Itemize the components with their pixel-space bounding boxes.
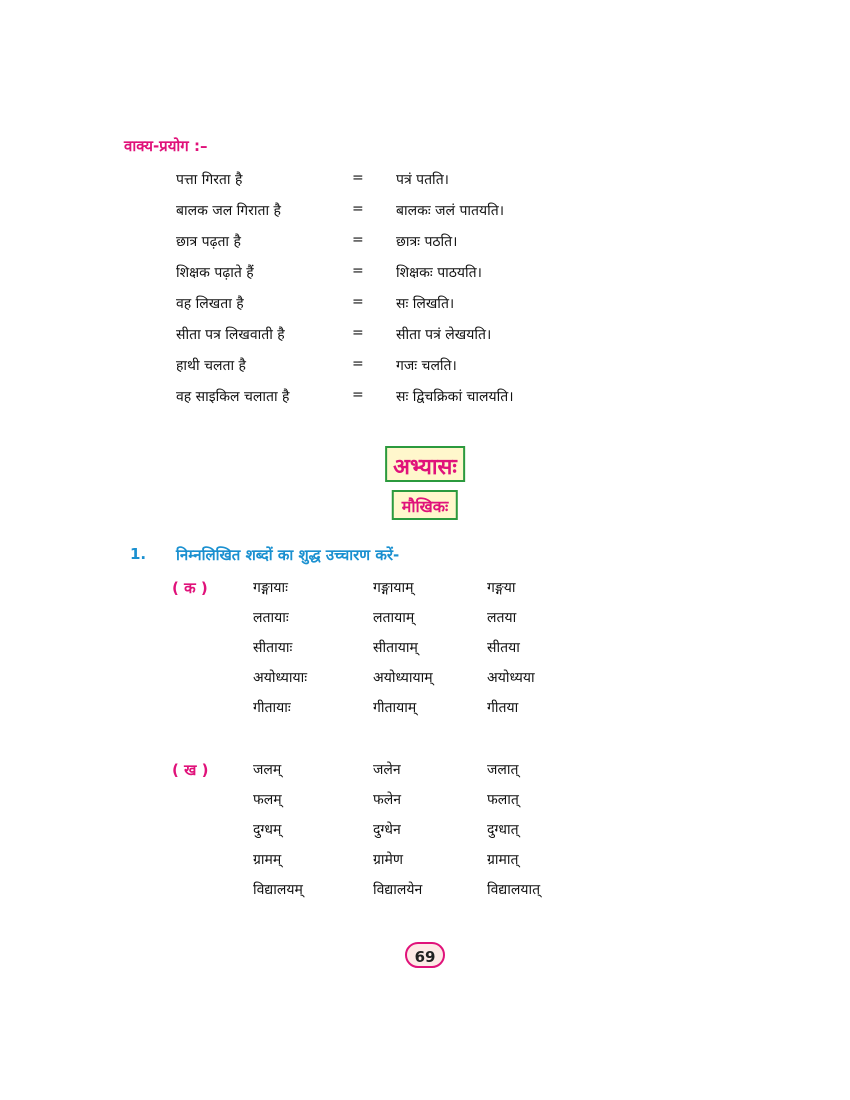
usage-section-title: वाक्य-प्रयोग :–	[124, 137, 208, 155]
equals-sign: =	[352, 356, 364, 372]
word-row	[0, 760, 850, 784]
word: विद्यालयम्	[253, 882, 303, 898]
usage-row	[0, 294, 850, 318]
usage-row	[0, 263, 850, 287]
hindi-sentence: वह साइकिल चलाता है	[176, 389, 290, 405]
word: जलेन	[373, 762, 401, 778]
equals-sign: =	[352, 201, 364, 217]
usage-row	[0, 325, 850, 349]
hindi-sentence: शिक्षक पढ़ाते हैं	[176, 265, 254, 281]
word-row	[0, 578, 850, 602]
word: जलात्	[487, 762, 519, 778]
sanskrit-sentence: छात्रः पठति।	[396, 234, 458, 250]
usage-row	[0, 170, 850, 194]
word: दुग्धेन	[373, 822, 401, 838]
hindi-sentence: बालक जल गिराता है	[176, 203, 281, 219]
word: जलम्	[253, 762, 282, 778]
word: गीतया	[487, 700, 519, 716]
usage-row	[0, 356, 850, 380]
oral-subheading-badge: मौखिकः	[392, 490, 458, 520]
sanskrit-sentence: सीता पत्रं लेखयति।	[396, 327, 492, 343]
word-row	[0, 850, 850, 874]
word: ग्रामेण	[373, 852, 404, 868]
equals-sign: =	[352, 263, 364, 279]
usage-row	[0, 232, 850, 256]
sanskrit-sentence: गजः चलति।	[396, 358, 457, 374]
word: गङ्गया	[487, 580, 516, 596]
equals-sign: =	[352, 232, 364, 248]
word-row	[0, 880, 850, 904]
word: गीतायाम्	[373, 700, 417, 716]
word: लतया	[487, 610, 517, 626]
word-row	[0, 790, 850, 814]
group-label-ka: ( क )	[172, 579, 208, 597]
word: गीतायाः	[253, 700, 291, 716]
word: अयोध्यायाः	[253, 670, 308, 686]
word: अयोध्यायाम्	[373, 670, 433, 686]
word: गङ्गायाम्	[373, 580, 414, 596]
word: दुग्धम्	[253, 822, 282, 838]
question-number: 1.	[130, 545, 147, 563]
word-row	[0, 608, 850, 632]
equals-sign: =	[352, 170, 364, 186]
sanskrit-sentence: शिक्षकः पाठयति।	[396, 265, 482, 281]
word: दुग्धात्	[487, 822, 519, 838]
sanskrit-sentence: सः लिखति।	[396, 296, 455, 312]
word-row	[0, 820, 850, 844]
hindi-sentence: छात्र पढ़ता है	[176, 234, 241, 250]
word: सीतायाम्	[373, 640, 418, 656]
usage-row	[0, 387, 850, 411]
word: फलेन	[373, 792, 402, 808]
usage-row	[0, 201, 850, 225]
hindi-sentence: पत्ता गिरता है	[176, 172, 243, 188]
word: ग्रामम्	[253, 852, 282, 868]
hindi-sentence: वह लिखता है	[176, 296, 244, 312]
sanskrit-sentence: पत्रं पतति।	[396, 172, 449, 188]
word: विद्यालयेन	[373, 882, 423, 898]
page-number: 69	[405, 942, 445, 968]
word-row	[0, 638, 850, 662]
word: ग्रामात्	[487, 852, 519, 868]
word-row	[0, 698, 850, 722]
group-label-kha: ( ख )	[172, 761, 209, 779]
word: विद्यालयात्	[487, 882, 541, 898]
word: अयोध्यया	[487, 670, 535, 686]
hindi-sentence: सीता पत्र लिखवाती है	[176, 327, 285, 343]
sanskrit-sentence: बालकः जलं पातयति।	[396, 203, 505, 219]
word: सीतया	[487, 640, 520, 656]
word: फलात्	[487, 792, 519, 808]
word: फलम्	[253, 792, 282, 808]
word: लतायाः	[253, 610, 289, 626]
word: गङ्गायाः	[253, 580, 288, 596]
equals-sign: =	[352, 387, 364, 403]
word-row	[0, 668, 850, 692]
equals-sign: =	[352, 325, 364, 341]
sanskrit-sentence: सः द्विचक्रिकां चालयति।	[396, 389, 514, 405]
hindi-sentence: हाथी चलता है	[176, 358, 246, 374]
equals-sign: =	[352, 294, 364, 310]
exercise-heading-badge: अभ्यासः	[385, 446, 465, 482]
question-text: निम्नलिखित शब्दों का शुद्ध उच्चारण करें-	[176, 546, 400, 564]
word: लतायाम्	[373, 610, 415, 626]
word: सीतायाः	[253, 640, 293, 656]
